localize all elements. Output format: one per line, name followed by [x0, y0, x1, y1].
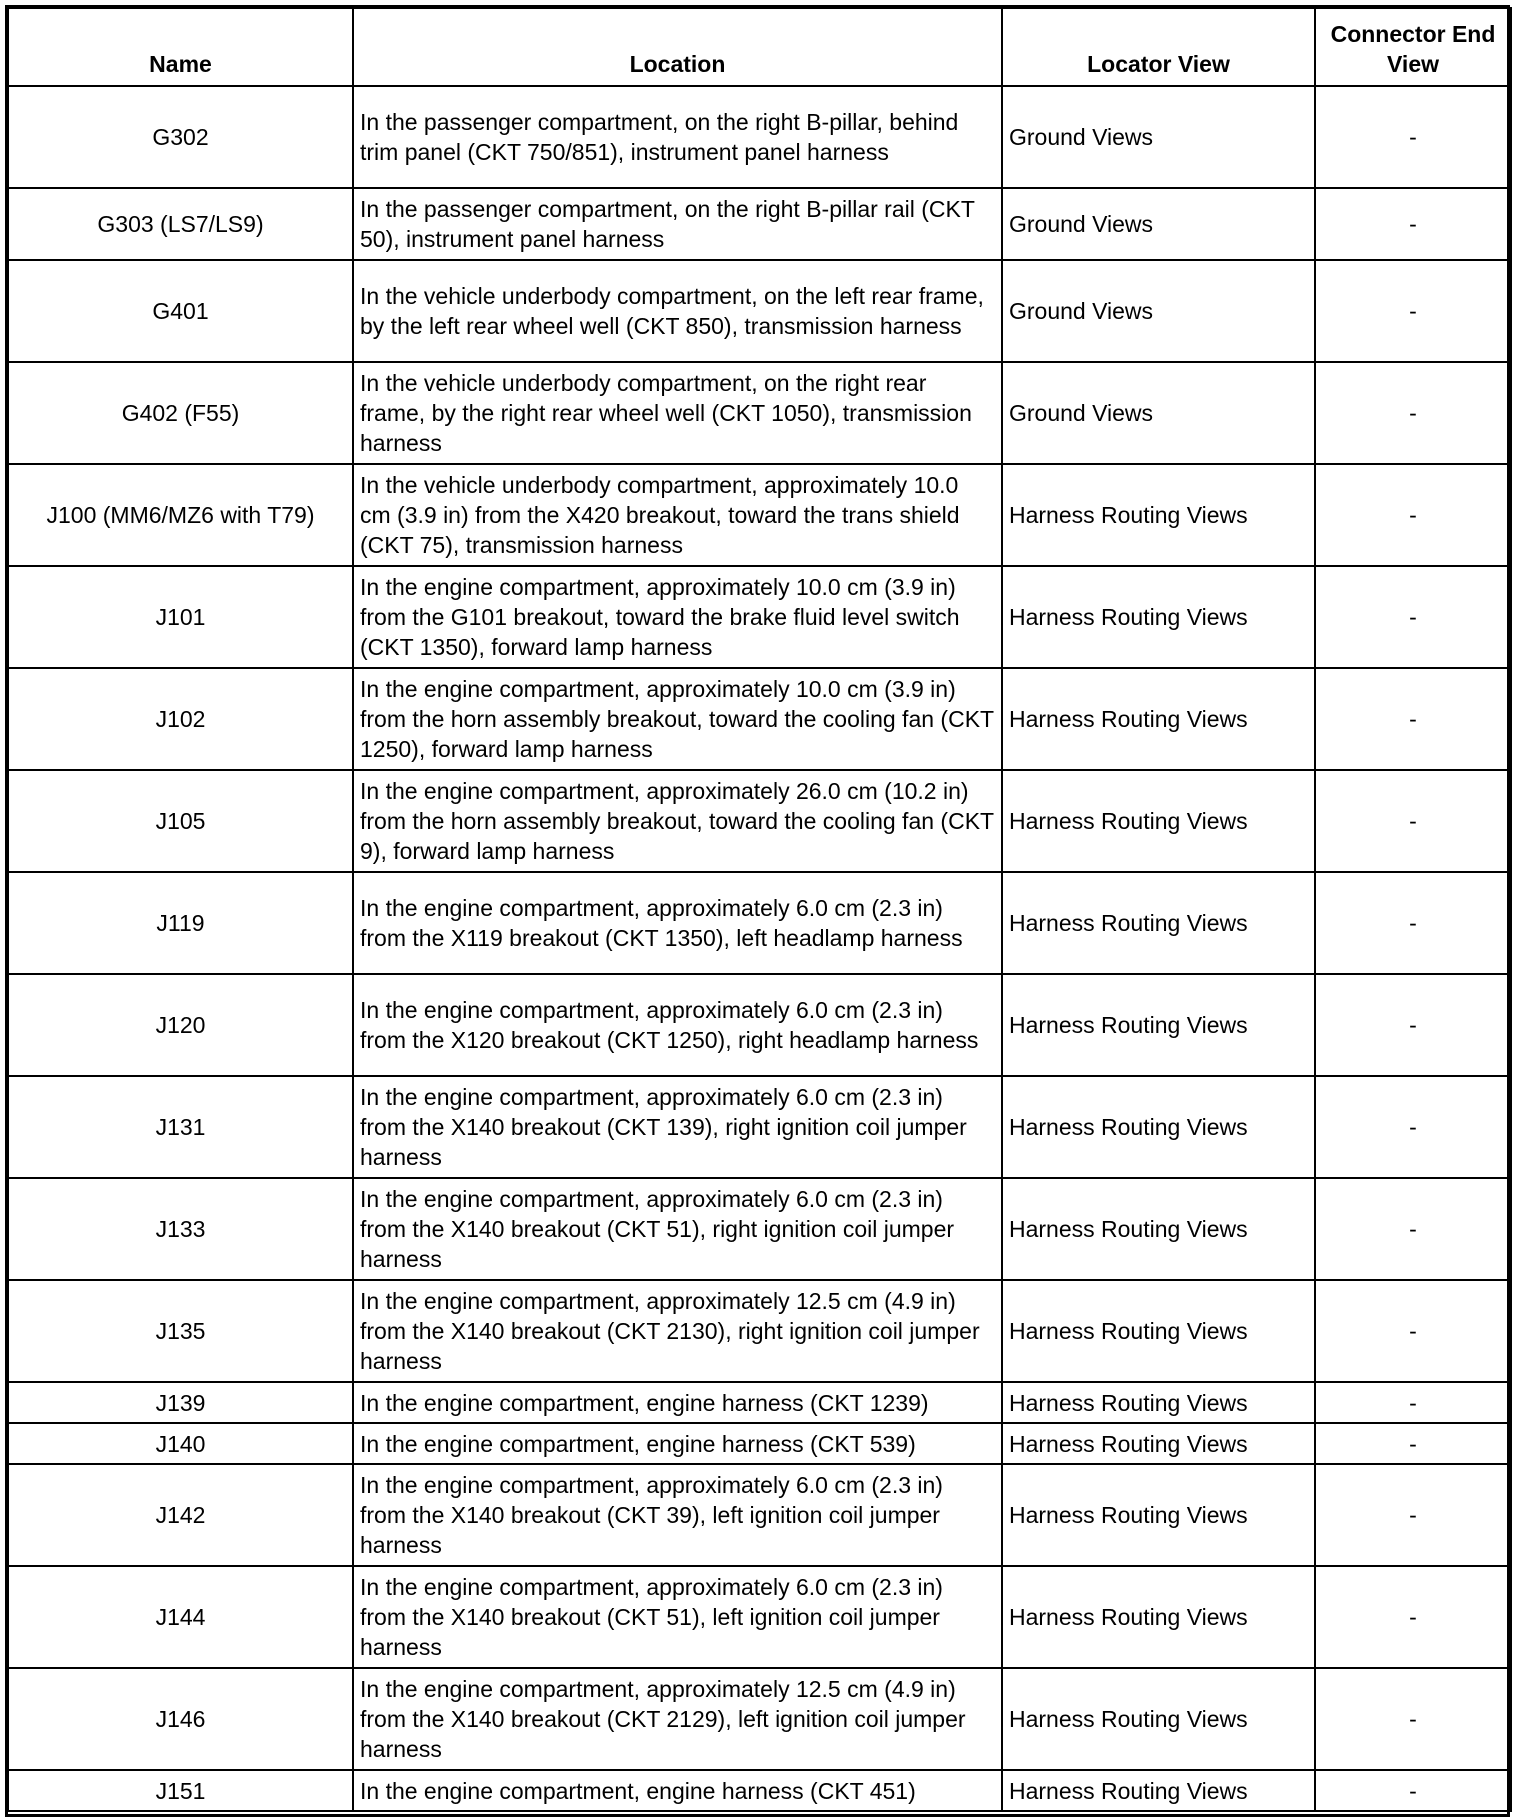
cell-locator-view: Harness Routing Views [1002, 1423, 1315, 1464]
cell-location: In the engine compartment, engine harness (CKT 451) [353, 1770, 1002, 1811]
cell-location: In the engine compartment, approximately 6.0 cm (2.3 in) from the X140 breakout (CKT 39), left ignition coil jumper harness [353, 1464, 1002, 1566]
table-row [8, 770, 1511, 872]
cell-location: In the engine compartment, approximately 12.5 cm (4.9 in) from the X140 breakout (CKT 2130), right ignition coil jumper harness [353, 1280, 1002, 1382]
cell-location: In the vehicle underbody compartment, on the left rear frame, by the left rear wheel well (CKT 850), transmission harness [353, 260, 1002, 362]
cell-connector-end-view: - [1315, 362, 1511, 464]
cell-connector-end-view: - [1315, 1076, 1511, 1178]
cell-locator-view: Harness Routing Views [1002, 1382, 1315, 1423]
cell-name: G401 [8, 260, 353, 362]
cell-connector-end-view: - [1315, 1668, 1511, 1770]
table-row [8, 1566, 1511, 1668]
table-row [8, 1464, 1511, 1566]
cell-connector-end-view: - [1315, 974, 1511, 1076]
table-row [8, 872, 1511, 974]
header-name: Name [8, 8, 353, 86]
table-row [8, 566, 1511, 668]
cell-location: In the engine compartment, approximately 10.0 cm (3.9 in) from the horn assembly breakout, toward the cooling fan (CKT 1250), forward lamp harness [353, 668, 1002, 770]
cell-location: In the engine compartment, approximately 12.5 cm (4.9 in) from the X140 breakout (CKT 2129), left ignition coil jumper harness [353, 1668, 1002, 1770]
table-row [8, 974, 1511, 1076]
cell-connector-end-view: - [1315, 260, 1511, 362]
cell-name: J105 [8, 770, 353, 872]
cell-name: J102 [8, 668, 353, 770]
cell-connector-end-view: - [1315, 1382, 1511, 1423]
cell-connector-end-view: - [1315, 1178, 1511, 1280]
cell-locator-view: Harness Routing Views [1002, 1668, 1315, 1770]
cell-locator-view: Ground Views [1002, 260, 1315, 362]
header-connector-end-view: Connector End View [1315, 8, 1511, 86]
table-row [8, 86, 1511, 188]
table-row [8, 668, 1511, 770]
cell-location: In the vehicle underbody compartment, on the right rear frame, by the right rear wheel well (CKT 1050), transmission harness [353, 362, 1002, 464]
cell-name: J140 [8, 1423, 353, 1464]
cell-connector-end-view: - [1315, 1770, 1511, 1811]
cell-location: In the engine compartment, approximately 6.0 cm (2.3 in) from the X140 breakout (CKT 51), left ignition coil jumper harness [353, 1566, 1002, 1668]
cell-location: In the engine compartment, engine harness (CKT 539) [353, 1423, 1002, 1464]
cell-connector-end-view: - [1315, 86, 1511, 188]
cell-location: In the passenger compartment, on the right B-pillar rail (CKT 50), instrument panel harness [353, 188, 1002, 260]
cell-locator-view: Ground Views [1002, 86, 1315, 188]
cell-name: J144 [8, 1566, 353, 1668]
cell-location: In the engine compartment, approximately 6.0 cm (2.3 in) from the X140 breakout (CKT 139), right ignition coil jumper harness [353, 1076, 1002, 1178]
table-row [8, 464, 1511, 566]
cell-locator-view: Harness Routing Views [1002, 974, 1315, 1076]
cell-locator-view: Harness Routing Views [1002, 1178, 1315, 1280]
table-row [8, 1178, 1511, 1280]
cell-location: In the passenger compartment, on the right B-pillar, behind trim panel (CKT 750/851), instrument panel harness [353, 86, 1002, 188]
cell-locator-view: Harness Routing Views [1002, 1464, 1315, 1566]
cell-connector-end-view: - [1315, 872, 1511, 974]
header-locator-view: Locator View [1002, 8, 1315, 86]
table-row [8, 188, 1511, 260]
table-body [8, 86, 1511, 1811]
cell-name: J146 [8, 1668, 353, 1770]
cell-location: In the engine compartment, approximately 6.0 cm (2.3 in) from the X120 breakout (CKT 1250), right headlamp harness [353, 974, 1002, 1076]
cell-name: J135 [8, 1280, 353, 1382]
table-row [8, 1423, 1511, 1464]
cell-locator-view: Ground Views [1002, 188, 1315, 260]
cell-name: J139 [8, 1382, 353, 1423]
cell-connector-end-view: - [1315, 566, 1511, 668]
cell-locator-view: Harness Routing Views [1002, 668, 1315, 770]
cell-name: J120 [8, 974, 353, 1076]
cell-connector-end-view: - [1315, 1464, 1511, 1566]
cell-name: J151 [8, 1770, 353, 1811]
component-location-table [7, 7, 1512, 1812]
table-row [8, 1280, 1511, 1382]
cell-name: J119 [8, 872, 353, 974]
cell-locator-view: Harness Routing Views [1002, 1076, 1315, 1178]
cell-location: In the engine compartment, approximately 26.0 cm (10.2 in) from the horn assembly breakout, toward the cooling fan (CKT 9), forward lamp harness [353, 770, 1002, 872]
cell-location: In the engine compartment, approximately 6.0 cm (2.3 in) from the X140 breakout (CKT 51), right ignition coil jumper harness [353, 1178, 1002, 1280]
cell-locator-view: Harness Routing Views [1002, 1566, 1315, 1668]
cell-locator-view: Harness Routing Views [1002, 464, 1315, 566]
cell-locator-view: Ground Views [1002, 362, 1315, 464]
table-row [8, 1770, 1511, 1811]
header-location: Location [353, 8, 1002, 86]
cell-locator-view: Harness Routing Views [1002, 1280, 1315, 1382]
cell-connector-end-view: - [1315, 1423, 1511, 1464]
cell-name: J101 [8, 566, 353, 668]
cell-connector-end-view: - [1315, 188, 1511, 260]
cell-name: J142 [8, 1464, 353, 1566]
cell-location: In the engine compartment, approximately 10.0 cm (3.9 in) from the G101 breakout, toward the brake fluid level switch (CKT 1350), forward lamp harness [353, 566, 1002, 668]
cell-name: J133 [8, 1178, 353, 1280]
cell-location: In the engine compartment, approximately 6.0 cm (2.3 in) from the X119 breakout (CKT 1350), left headlamp harness [353, 872, 1002, 974]
cell-locator-view: Harness Routing Views [1002, 566, 1315, 668]
table-row [8, 260, 1511, 362]
cell-name: J131 [8, 1076, 353, 1178]
cell-locator-view: Harness Routing Views [1002, 872, 1315, 974]
cell-connector-end-view: - [1315, 668, 1511, 770]
cell-connector-end-view: - [1315, 770, 1511, 872]
cell-connector-end-view: - [1315, 1280, 1511, 1382]
cell-name: J100 (MM6/MZ6 with T79) [8, 464, 353, 566]
cell-name: G302 [8, 86, 353, 188]
cell-location: In the engine compartment, engine harness (CKT 1239) [353, 1382, 1002, 1423]
cell-locator-view: Harness Routing Views [1002, 770, 1315, 872]
cell-location: In the vehicle underbody compartment, approximately 10.0 cm (3.9 in) from the X420 breakout, toward the trans shield (CKT 75), transmission harness [353, 464, 1002, 566]
table-row [8, 1668, 1511, 1770]
cell-locator-view: Harness Routing Views [1002, 1770, 1315, 1811]
cell-connector-end-view: - [1315, 1566, 1511, 1668]
cell-connector-end-view: - [1315, 464, 1511, 566]
table-row [8, 362, 1511, 464]
table-row [8, 1076, 1511, 1178]
cell-name: G303 (LS7/LS9) [8, 188, 353, 260]
table-header-row [8, 8, 1511, 86]
table-row [8, 1382, 1511, 1423]
cell-name: G402 (F55) [8, 362, 353, 464]
